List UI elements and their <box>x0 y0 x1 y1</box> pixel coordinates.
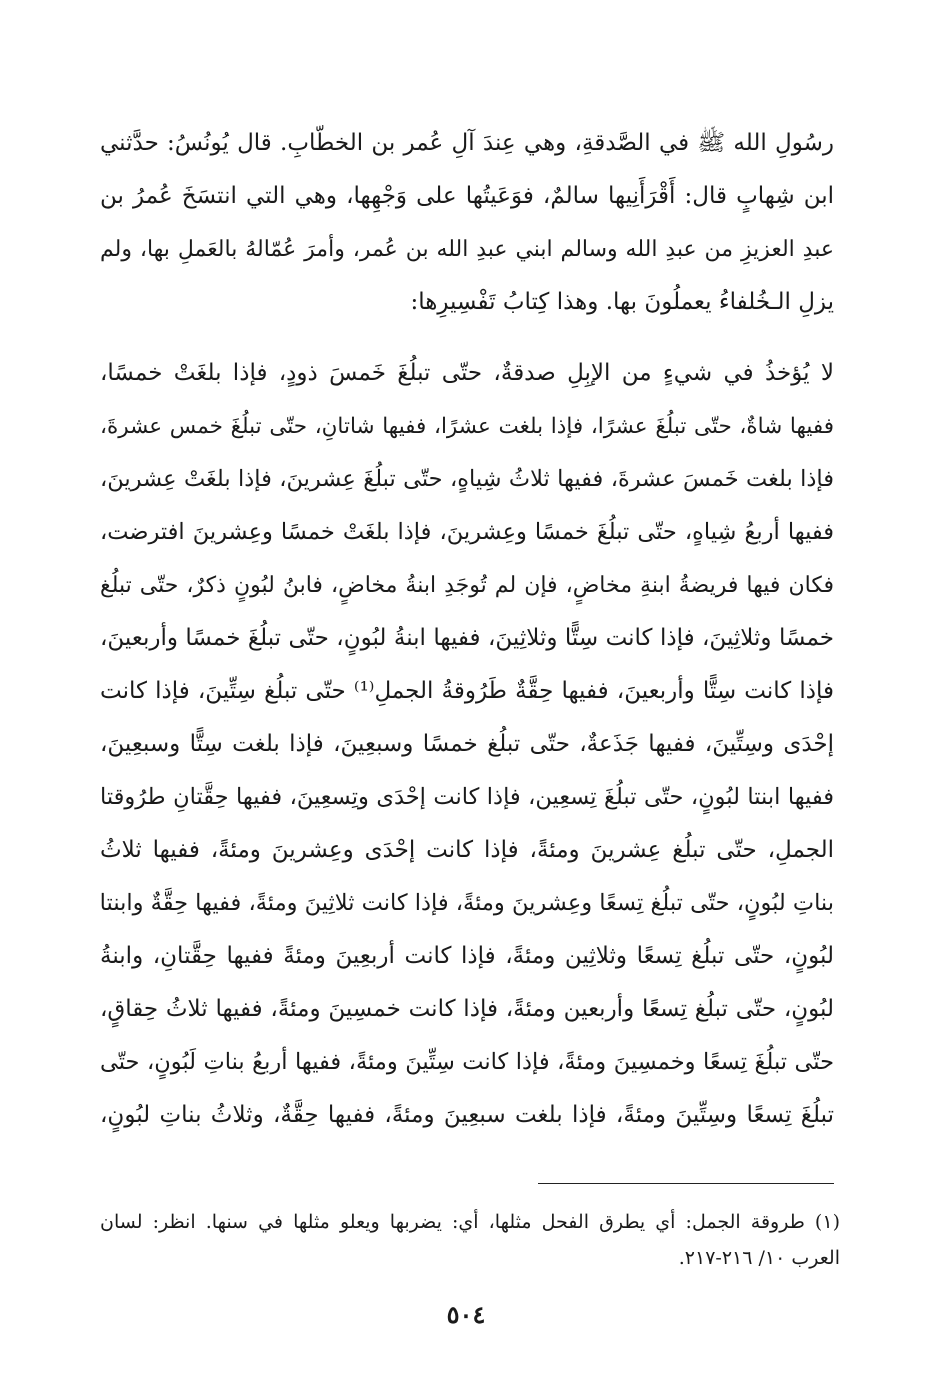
body-line: ففيها شاةٌ، حتّى تبلُغَ عشرًا، فإذا بلغت عشرًا، ففيها شاتانِ، حتّى تبلُغَ خمس عشرةَ، <box>100 414 834 439</box>
body-line: فكان فيها فريضةُ ابنةِ مخاضٍ، فإن لم تُوجَدِ ابنةُ مخاضٍ، فابنُ لبُونٍ ذكرٌ، حتّى تبلُغ <box>100 573 834 598</box>
footnote-separator <box>538 1183 834 1184</box>
intro-line: رسُولِ الله ﷺ في الصَّدقةِ، وهي عِندَ آلِ عُمر بن الخطّابِ. قال يُونُسُ: حدَّثني <box>100 130 834 156</box>
body-line: خمسًا وثلاثِينَ، فإذا كانت سِتًّا وثلاثِينَ، ففيها ابنةُ لبُونٍ، حتّى تبلُغَ خمسًا وأربعينَ، <box>100 625 834 651</box>
body-line: لبُونٍ، حتّى تبلُغ تِسعًا وأربعين ومئةً، فإذا كانت خمسِينَ ومئةً، ففيها ثلاثُ حِقاقٍ، <box>100 996 834 1022</box>
intro-line: ابن شِهابٍ قال: أَقْرَأَنِيها سالمٌ، فوَعَيتُها على وَجْهِها، وهي التي انتسَخَ عُمرُ بن <box>100 183 834 209</box>
footnote-line: العرب ١٠/ ٢١٦-٢١٧. <box>678 1247 840 1269</box>
footnote <box>100 1204 840 1276</box>
body-line: لا يُؤخذُ في شيءٍ من الإبِلِ صدقةٌ، حتّى تبلُغَ خَمسَ ذودٍ، فإذا بلغَتْ خمسًا، <box>100 360 834 386</box>
main-paragraph <box>100 347 834 1142</box>
body-line: ففيها أربعُ شِياهٍ، حتّى تبلُغَ خمسًا وعِشرينَ، فإذا بلغَتْ خمسًا وعِشرينَ افترضت، <box>100 519 834 545</box>
intro-line: يزلِ الـخُلفاءُ يعملُونَ بها. وهذا كِتابُ تَفْسِيرِها: <box>410 289 834 315</box>
body-line: إحْدَى وسِتِّينَ، ففيها جَذَعةٌ، حتّى تبلُغ خمسًا وسبعِينَ، فإذا بلغت سِتًّا وسبعِينَ، <box>100 731 834 757</box>
body-line: حتّى تبلُغَ تِسعًا وخمسِينَ ومئةً، فإذا كانت سِتِّينَ ومئةً، ففيها أربعُ بناتِ لَبُونٍ، حتّى <box>100 1049 834 1075</box>
body-line: الجملِ، حتّى تبلُغ عِشرينَ ومئةً، فإذا كانت إحْدَى وعِشرينَ ومئةً، ففيها ثلاثُ <box>100 837 834 863</box>
page-number: ٥٠٤ <box>446 1300 486 1329</box>
body-line: بناتِ لبُونٍ، حتّى تبلُغ تِسعًا وعِشرينَ ومئةً، فإذا كانت ثلاثِينَ ومئةً، ففيها حِقَّةٌ وابنتا <box>100 890 834 916</box>
intro-line: عبدِ العزيزِ من عبدِ الله وسالم ابني عبدِ الله بن عُمر، وأمرَ عُمّالهُ بالعَملِ بها، ولم <box>100 237 834 262</box>
body-line: فإذا كانت سِتًّا وأربعينَ، ففيها حِقَّةٌ طَرُوقةُ الجملِ⁽¹⁾ حتّى تبلُغ سِتِّينَ، فإذا كانت <box>100 678 834 704</box>
body-line: فإذا بلغت خَمسَ عشرةَ، ففيها ثلاثُ شِياهٍ، حتّى تبلُغَ عِشرينَ، فإذا بلغَتْ عِشرينَ، <box>100 466 834 492</box>
body-line: لبُونٍ، حتّى تبلُغ تِسعًا وثلاثِين ومئةً، فإذا كانت أربعِينَ ومئةً ففيها حِقَّتانِ، وابنةُ <box>100 943 834 969</box>
body-line: تبلُغَ تِسعًا وسِتِّينَ ومئةً، فإذا بلغت سبعِينَ ومئةً، ففيها حِقَّةٌ، وثلاثُ بناتِ لبُونٍ، <box>100 1102 834 1128</box>
footnote-line: (١) طروقة الجمل: أي يطرق الفحل مثلها، أي: يضربها ويعلو مثلها في سنها. انظر: لسان <box>100 1211 840 1233</box>
body-line: ففيها ابنتا لبُونٍ، حتّى تبلُغَ تِسعِين، فإذا كانت إحْدَى وتِسعِينَ، ففيها حِقَّتانِ طرُوقتا <box>100 784 834 810</box>
intro-paragraph <box>100 117 834 329</box>
